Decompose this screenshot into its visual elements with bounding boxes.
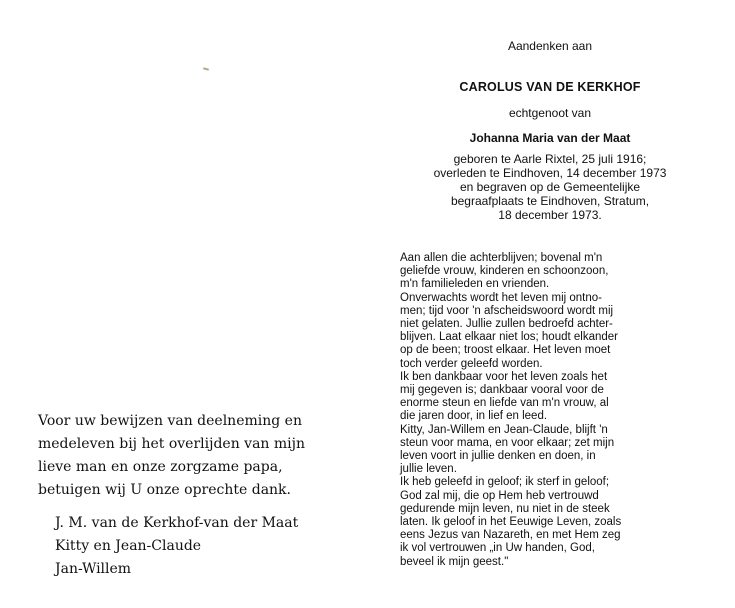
spouse-label: echtgenoot van (508, 106, 592, 120)
message-line: beveel ik mijn geest." (400, 555, 509, 568)
message-line: eens Jezus van Nazareth, en met Hem zeg (400, 529, 621, 542)
bio-line: en begraven op de Gemeentelijke (459, 180, 641, 194)
biography (390, 152, 710, 222)
message-line: m'n familieleden en vrienden. (400, 278, 550, 291)
memorial-heading: Aandenken aan (507, 39, 593, 53)
message-line: ik vol vertrouwen „in Uw handen, God, (400, 542, 595, 555)
farewell-message (400, 252, 720, 569)
paper-speck (203, 67, 209, 70)
bio-line: begraafplaats te Eindhoven, Stratum, (450, 194, 650, 208)
message-line: blijven. Laat elkaar niet los; houdt elkander (400, 331, 619, 344)
message-line: op de been; troost elkaar. Het leven moet (400, 344, 611, 357)
message-line: toch verder geleefd worden. (400, 357, 543, 370)
signer: Jan-Willem (55, 561, 132, 577)
message-line: steun voor mama, en voor elkaar; zet mijn (400, 436, 615, 449)
signers (38, 512, 368, 581)
thanks-line: lieve man en onze zorgzame papa, (38, 459, 283, 475)
message-line: jullie leven. (400, 463, 457, 476)
bio-line: geboren te Aarle Rixtel, 25 juli 1916; (453, 152, 647, 166)
message-line: men; tijd voor 'n afscheidswoord wordt mij (400, 304, 614, 317)
message-line: laten. Ik geloof in het Eeuwige Leven, zoals (400, 516, 622, 529)
deceased-name: CAROLUS VAN DE KERKHOF (459, 80, 641, 94)
message-line: enorme steun en liefde van m'n vrouw, al (400, 397, 609, 410)
message-line: leven voort in jullie denken en doen, in (400, 450, 596, 463)
message-line: mij gegeven is; dankbaar vooral voor de (400, 384, 604, 397)
thanks-line: betuigen wij U onze oprechte dank. (38, 482, 291, 498)
message-line: die jaren door, in lief en leed. (400, 410, 548, 423)
message-line: Aan allen die achterblijven; bovenal m'n (400, 252, 603, 264)
thanks-text (38, 410, 368, 502)
spouse-name: Johanna Maria van der Maat (469, 131, 631, 145)
message-line: Kitty, Jan-Willem en Jean-Claude, blijft 'n (400, 423, 608, 436)
message-line: Onverwachts wordt het leven mij ontno- (400, 291, 602, 304)
thanks-line: Voor uw bewijzen van deelneming en (38, 413, 302, 429)
bio-line: 18 december 1973. (498, 208, 602, 222)
message-line: geliefde vrouw, kinderen en schoonzoon, (400, 265, 609, 278)
thanks-line: medeleven bij het overlijden van mijn (38, 436, 305, 452)
message-line: gedurende mijn leven, nu niet in de steek (400, 502, 610, 515)
thanks-panel (38, 410, 368, 581)
signer: Kitty en Jean-Claude (55, 538, 202, 554)
signer: J. M. van de Kerkhof-van der Maat (55, 515, 299, 531)
message-line: Ik ben dankbaar voor het leven zoals het (400, 370, 608, 383)
message-line: niet gelaten. Jullie zullen bedroefd achter- (400, 318, 613, 331)
message-line: God zal mij, die op Hem heb vertrouwd (400, 489, 599, 502)
message-line: Ik heb geleefd in geloof; ik sterf in geloof; (400, 476, 610, 489)
bio-line: overleden te Eindhoven, 14 december 1973 (433, 166, 667, 180)
